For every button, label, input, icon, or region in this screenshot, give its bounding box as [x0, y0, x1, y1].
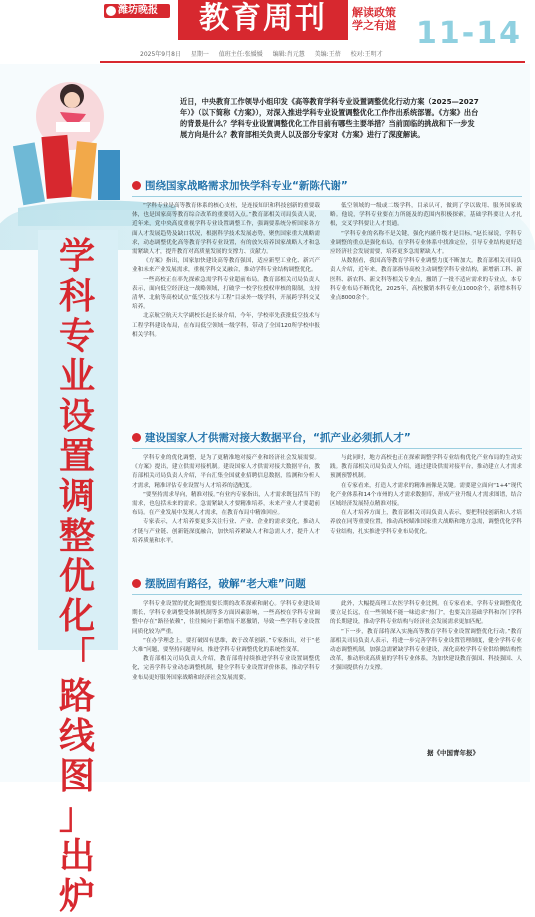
- bullet-icon: [132, 433, 141, 442]
- chief-editor: 值班主任:张媛媛: [218, 51, 263, 58]
- issue-date: 2025年9月8日: [140, 51, 181, 58]
- logo-mark-icon: [106, 6, 116, 16]
- paragraph: 学科专业设置的优化调整需要长期的改革探索和耐心。学科专业建设周期长，学科专业调整受体制机制等多方面因素影响，一些高校在学科专业调整中存在“路径依赖”，往往倾向于新增而不愿撤销，导致一些学科专业设置同质化较为严重。: [132, 601, 320, 635]
- section-heading-text: 摆脱固有路径，破解“老大难”问题: [145, 578, 306, 590]
- designer: 美编:王蓓: [314, 51, 341, 58]
- newspaper-logo: [104, 4, 170, 18]
- section-1-right-column: [330, 202, 522, 424]
- paragraph: “学科专业是高等教育体系的核心支柱，是连接知识和科技创新的重要载体，也是国家高等教育综合改革的重要切入点。”教育部相关司局负责人说，近年来，党中央高度重视学科专业设置调整工作，强调要系统分析国家各方面人才发展趋势及缺口状况，根据科学技术发展态势，聚焦国家重大战略需求，动态调整优化高等教育学科专业设置，有的放矢培养国家战略人才和急需紧缺人才，提升教育对高质量发展的支撑力、贡献力。: [132, 203, 320, 256]
- paragraph: 在人才培养方面上，教育部相关司局负责人表示，要把科技创新和人才培养放在同等重要位置，推动高校瞄准国家重大战略和地方急需，调整优化学科专业结构，扎实推进学科专业布局优化。: [330, 510, 522, 535]
- page-numbers: 11-14: [416, 16, 522, 51]
- paragraph: 北京航空航天大学副校长赵长禄介绍，今年，学校率先获批低空技术与工程学科建设布局，在布局低空领域一级学科，带动了全国120所学校申报相关学科。: [132, 313, 320, 338]
- paragraph: “在办学理念上，要打破固有思维，敢于改革创新。”专家指出，对于“老大难”问题，要坚持问题导向，推进学科专业调整优化的系统性变革。: [132, 637, 320, 654]
- paragraph: 与此同时，地方高校也正在探索调整学科专业结构优化产业布局的生动实践。教育部相关司局负责人介绍，通过建设供需对接平台，推动建立人才需求预测预警机制。: [330, 455, 522, 480]
- headline-panel: [38, 230, 118, 917]
- section-title: 教育周刊: [178, 0, 348, 40]
- paragraph: 低空领域的一级或二级学科，目录认可，做到了学以致用、服务国家战略。他说，学科专业要在力所能及的范围内积极探索，基础学科要让人才扎根，交叉学科要让人才贯通。: [330, 203, 522, 228]
- section-rule: [132, 594, 522, 595]
- section-rule: [132, 196, 522, 197]
- paragraph: 从数据看，我国高等教育学科专业调整力度不断加大。教育部相关司局负责人介绍，近年来，教育部指导高校主动调整学科专业结构，新增新工科、新医科、新农科、新文科等相关专业点，撤销了一批不适应需求的专业点，本专科专业布局不断优化，2025年，高校撤销本科专业点1000余个，新增本科专业点8000余个。: [330, 258, 522, 302]
- section-heading-text: 建设国家人才供需对接大数据平台，“抓产业必须抓人才”: [145, 432, 411, 444]
- section-3-right-column: [330, 600, 522, 740]
- issue-weekday: 星期一: [190, 51, 209, 58]
- headline: 学科专业设置调整优化「路线图」出炉: [58, 235, 95, 917]
- paragraph: 学科专业的优化调整，是为了更精准地对接产业和经济社会发展需要。《方案》提出，建立供需对接机制。建设国家人才供需对接大数据平台，教育部相关司局负责人介绍，平台汇集全国就业招聘信息数据，监测和分析人才需求，精准评估专业设置与人才培养的适配度。: [132, 455, 320, 489]
- section-1-left-column: [132, 202, 320, 424]
- paragraph: 一些高校正在率先探索急需学科专业超前布局。教育部相关司局负责人表示，面向低空经济这一战略领域，打破学一校学位授权审核的限制，支持清华、北航等高校试点“低空技术与工程”目录外一级学科，开展跨学科交叉培养。: [132, 276, 320, 311]
- paragraph: “下一步，教育部将深入实施高等教育学科专业设置调整优化行动。”教育部相关司局负责人表示，将进一步完善学科专业设置管理制度，健全学科专业动态调整机制，加强急需紧缺学科专业建设，深化高校学科专业供给侧结构性改革，推动形成高质量的学科专业体系，为加快建设教育强国、科技强国、人才强国提供有力支撑。: [330, 628, 522, 672]
- bullet-icon: [132, 579, 141, 588]
- paragraph: “要坚持需求导向，精准对接。”有业内专家指出，人才需求既包括当下的需求，也包括未来的需求。急需紧缺人才要精准培养，未来产业人才要超前布局。在产业发展中发现人才需求，在教育布局中精准回应。: [132, 491, 320, 517]
- paragraph: 在专家看来，打造人才需求的精准画像是关键。需要建立面向“1+4”现代化产业体系和14个市州的人才需求数据库，形成产业升级人才需求图谱，结合区域经济发展特点精准对接。: [330, 482, 522, 508]
- paragraph: “学科专业的名称不是关键，强化内涵升级才是目标。”赵长禄说，学科专业调整的重点是强化布局，在学科专业体系中找准定位，引导专业结构更好适应经济社会发展需要，培养更多急需紧缺人才。: [330, 230, 522, 256]
- masthead: [0, 0, 530, 64]
- editor: 编辑:肖元慧: [272, 51, 305, 58]
- proofreader: 校对:王明才: [350, 51, 383, 58]
- section-2-left-column: [132, 454, 320, 572]
- source-credit: 据《中国青年报》: [427, 749, 479, 757]
- section-heading-text: 围绕国家战略需求加快学科专业“新陈代谢”: [145, 180, 348, 192]
- masthead-meta: [140, 50, 420, 60]
- paragraph: 专家表示，人才培养要更多关注行业、产业、企业的需求变化，推动人才链与产业链、创新链深度融合，加快培养紧缺人才和急需人才，提升人才培养质量和水平。: [132, 519, 320, 544]
- paragraph: 《方案》指出，国家加快建设高等教育强国，适应新型工业化、新兴产业和未来产业发展需求，重视学科交叉融合，推动学科专业结构调整优化。: [132, 258, 320, 274]
- section-heading-3: [132, 576, 306, 592]
- subtitle-line-1: 解读政策: [352, 6, 396, 19]
- intro-paragraph: 近日，中央教育工作领导小组印发《高等教育学科专业设置调整优化行动方案（2025—2027年）》（以下简称《方案》），对深入推进学科专业设置调整优化工作作出系统部署。《方案》出台的背景是什么？学科专业设置调整优化工作目前有哪些主要举措？当前面临的挑战和下一步发展方向是什么？教育部相关负责人以及部分专家对《方案》进行了深度解读。: [180, 97, 479, 139]
- section-3-left-column: [132, 600, 320, 750]
- section-heading-1: [132, 178, 348, 194]
- paragraph: 此外，大幅提高理工农医学科专业比例。在专家看来，学科专业调整优化要立足长远，在一些领域不能一味追求“热门”，也要关注基础学科和冷门学科的长期建设，推动学科专业结构与经济社会发展需求更加匹配。: [330, 601, 522, 626]
- section-2-right-column: [330, 454, 522, 572]
- masthead-rule: [100, 61, 525, 63]
- section-heading-2: [132, 430, 411, 446]
- section-rule: [132, 448, 522, 449]
- logo-text: 潍坊晚报: [118, 5, 158, 16]
- bullet-icon: [132, 181, 141, 190]
- subtitle-line-2: 学之有道: [352, 19, 396, 32]
- paragraph: 教育部相关司局负责人介绍，教育部将持续推进学科专业设置调整优化，完善学科专业动态调整机制，健全学科专业设置评价体系，推动学科专业布局更好服务国家战略和经济社会发展需要。: [132, 656, 320, 681]
- section-subtitle: [352, 6, 412, 32]
